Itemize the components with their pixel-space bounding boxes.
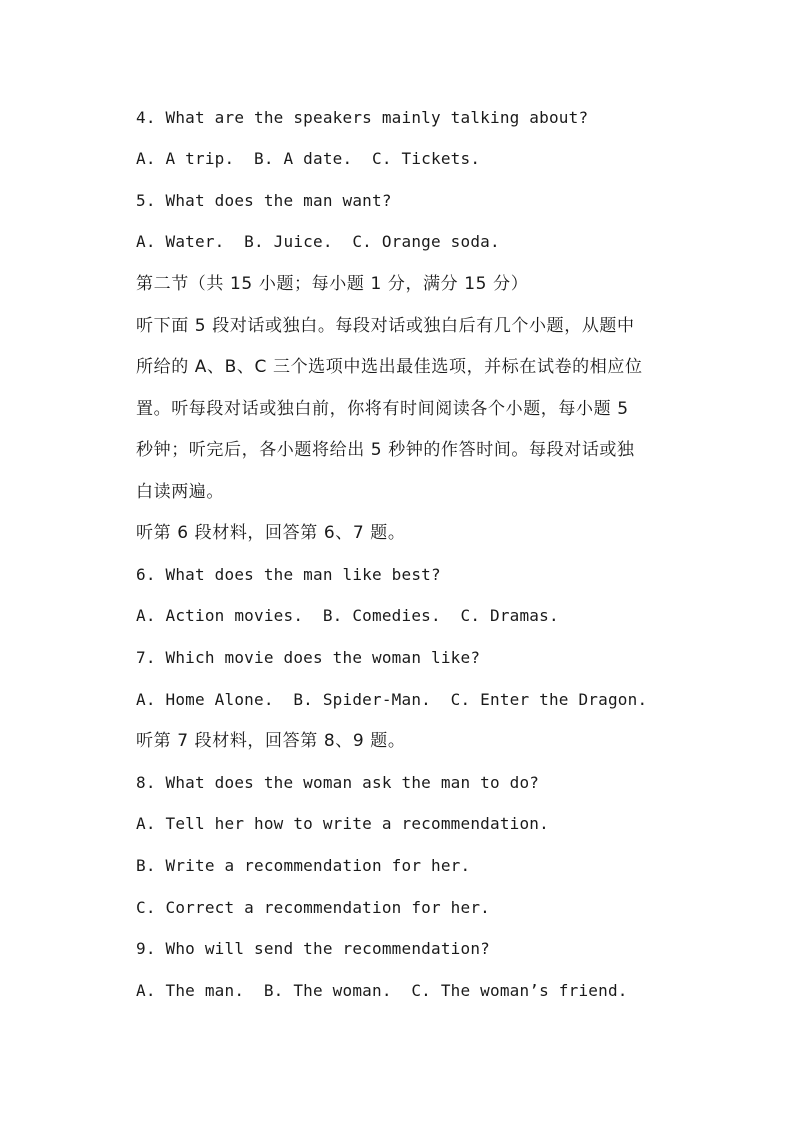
question-5: 5. What does the man want? — [136, 191, 392, 210]
question-8-option-c: C. Correct a recommendation for her. — [136, 898, 490, 917]
question-8: 8. What does the woman ask the man to do? — [136, 773, 540, 792]
question-6: 6. What does the man like best? — [136, 565, 441, 584]
instructions-line-4: 秒钟；听完后，各小题将给出 5 秒钟的作答时间。每段对话或独 — [136, 440, 635, 460]
material-7-heading: 听第 7 段材料，回答第 8、9 题。 — [136, 731, 406, 751]
question-9-options: A. The man. B. The woman. C. The woman’s friend. — [136, 981, 628, 1000]
question-7-options: A. Home Alone. B. Spider-Man. C. Enter the Dragon. — [136, 690, 648, 709]
instructions-line-5: 白读两遍。 — [136, 482, 224, 502]
question-4: 4. What are the speakers mainly talking about? — [136, 108, 589, 127]
section-heading: 第二节（共 15 小题；每小题 1 分，满分 15 分） — [136, 274, 529, 294]
question-8-option-a: A. Tell her how to write a recommendation. — [136, 814, 549, 833]
question-8-option-b: B. Write a recommendation for her. — [136, 856, 471, 875]
instructions-line-2: 所给的 A、B、C 三个选项中选出最佳选项，并标在试卷的相应位 — [136, 357, 643, 377]
question-4-options: A. A trip. B. A date. C. Tickets. — [136, 149, 481, 168]
question-9: 9. Who will send the recommendation? — [136, 939, 490, 958]
instructions-line-1: 听下面 5 段对话或独白。每段对话或独白后有几个小题，从题中 — [136, 316, 635, 336]
material-6-heading: 听第 6 段材料，回答第 6、7 题。 — [136, 523, 406, 543]
question-6-options: A. Action movies. B. Comedies. C. Dramas. — [136, 606, 559, 625]
question-5-options: A. Water. B. Juice. C. Orange soda. — [136, 232, 500, 251]
instructions-line-3: 置。听每段对话或独白前，你将有时间阅读各个小题，每小题 5 — [136, 399, 629, 419]
question-7: 7. Which movie does the woman like? — [136, 648, 481, 667]
